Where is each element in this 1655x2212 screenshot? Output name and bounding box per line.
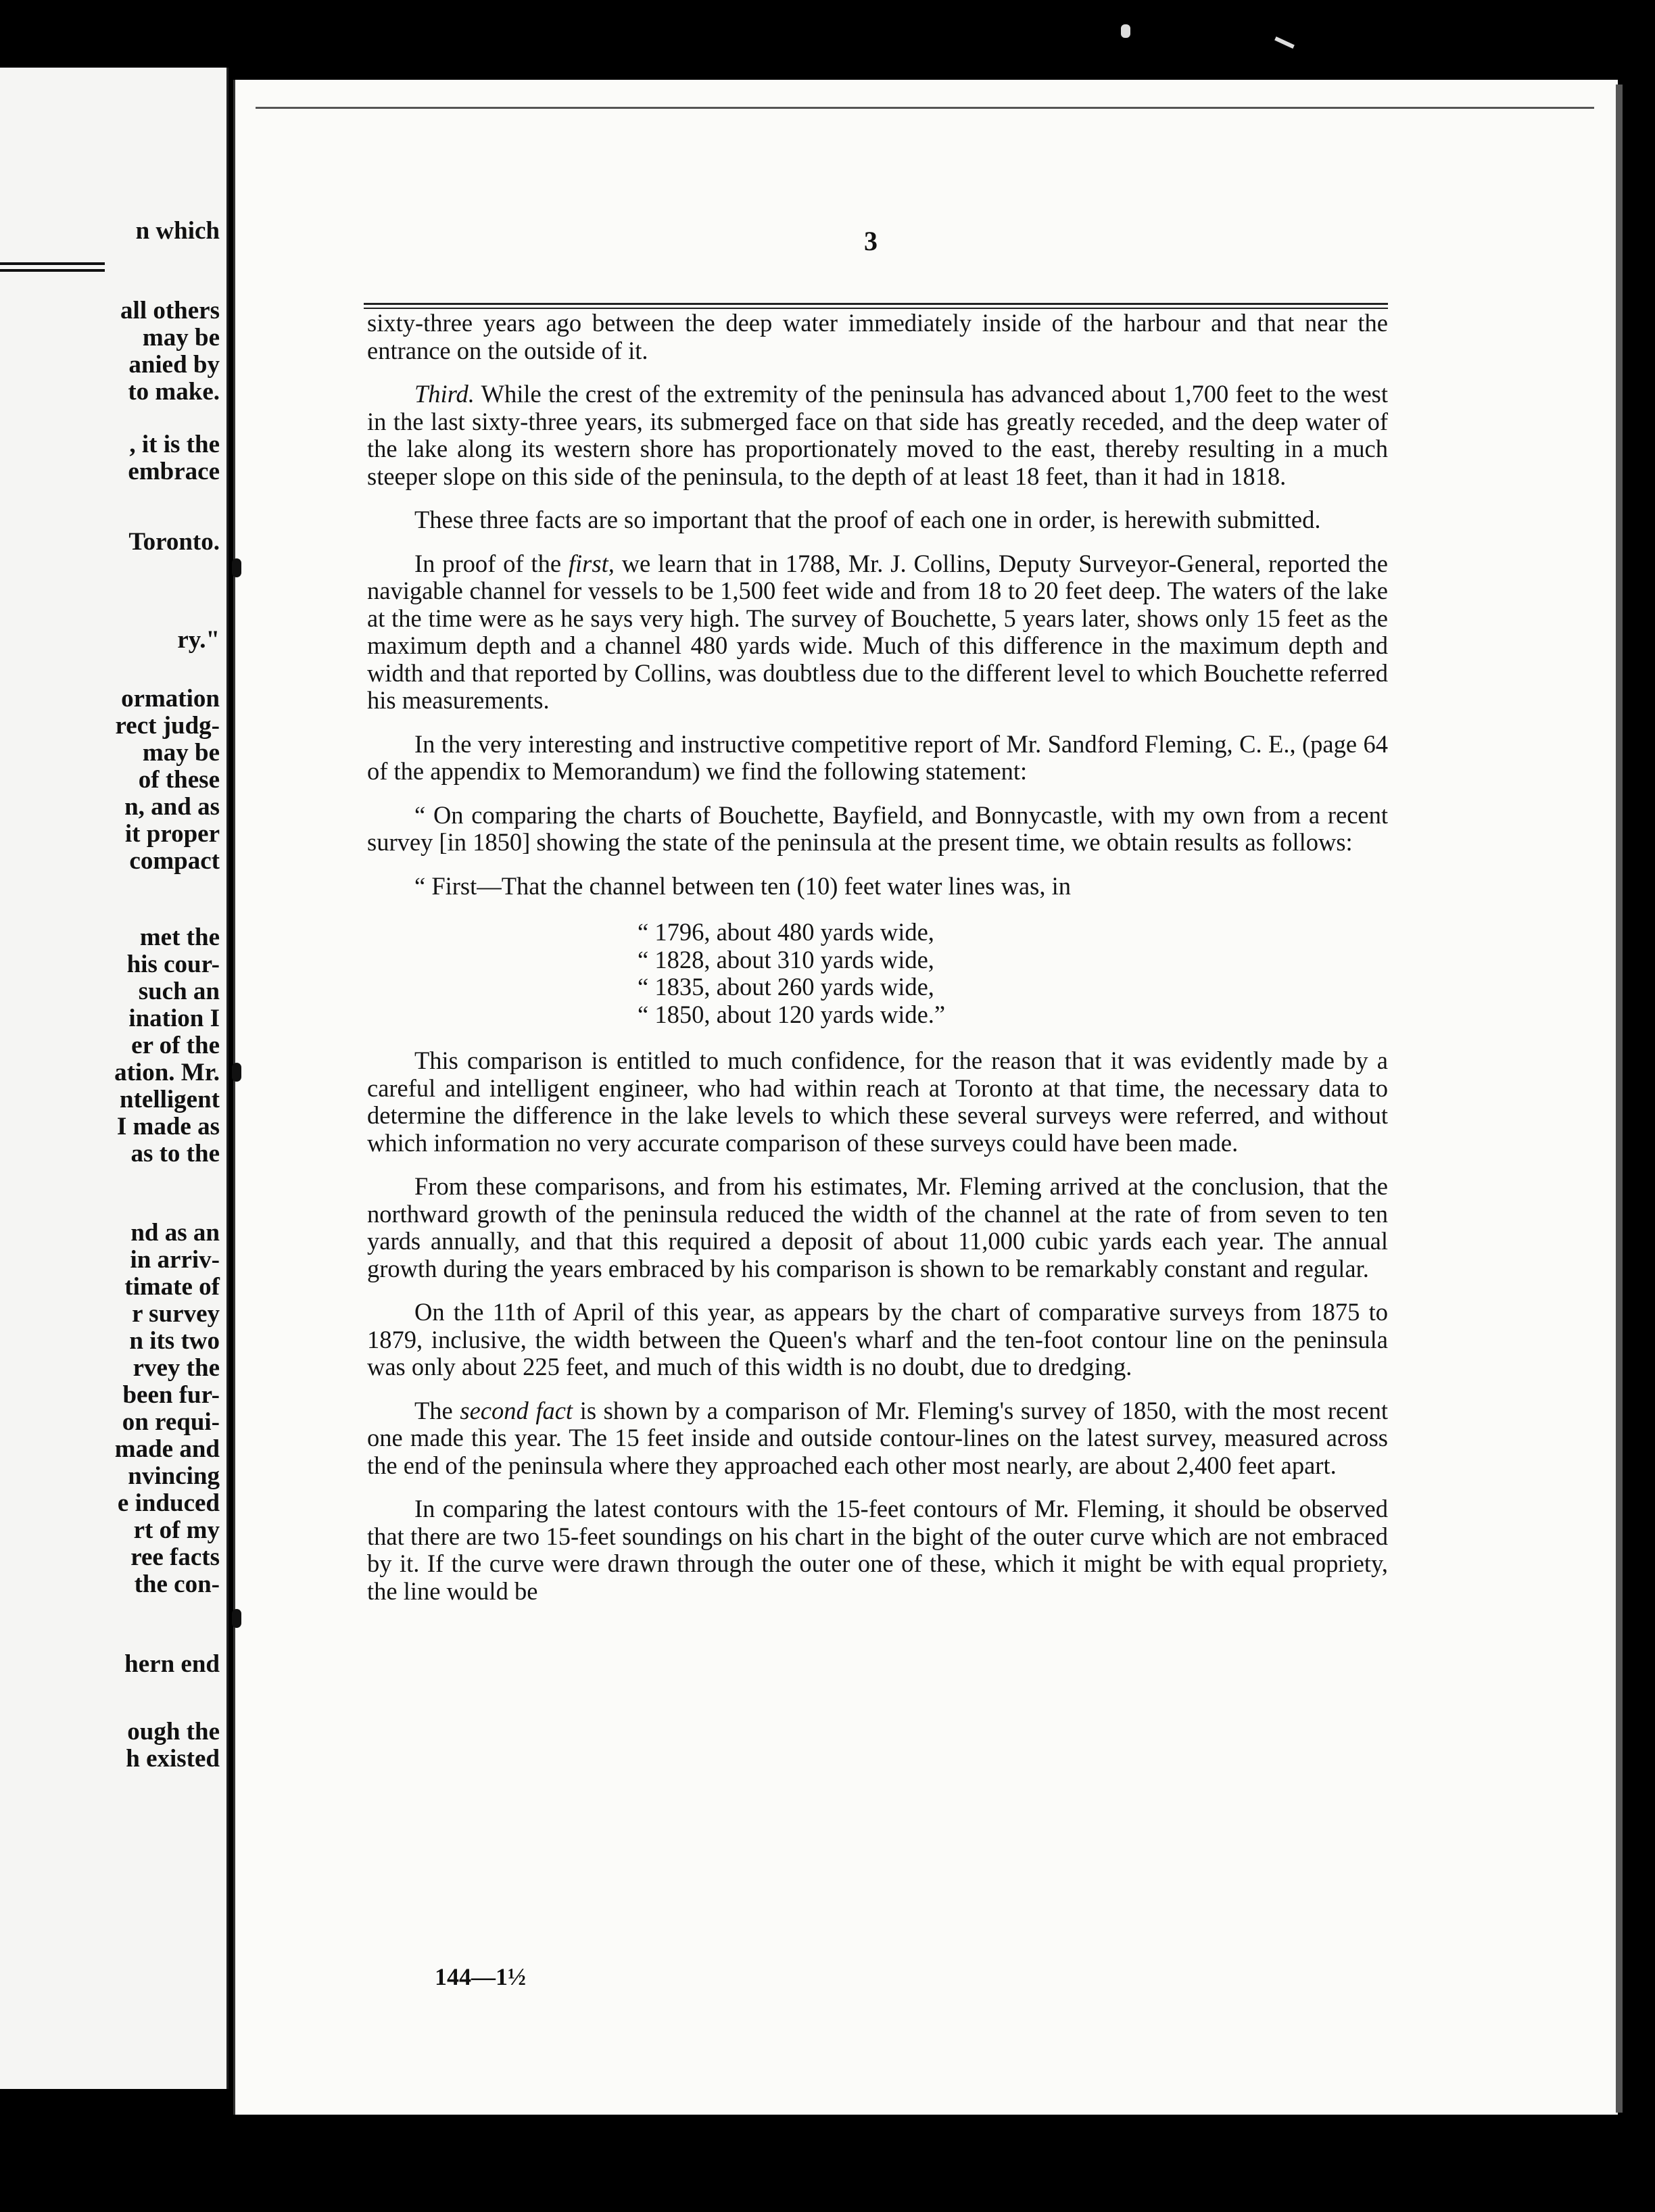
- previous-page-line: ation. Mr.: [114, 1059, 220, 1086]
- previous-page-line: compact: [129, 847, 220, 875]
- paragraph: [367, 1047, 1388, 1157]
- paragraph: [367, 802, 1388, 857]
- previous-page-line: hern end: [124, 1650, 220, 1678]
- previous-page-line: rect judg-: [115, 712, 220, 740]
- previous-page-line: timate of: [124, 1273, 220, 1301]
- paragraph-text: These three facts are so important that the proof of each one in order, is herewith submitted.: [414, 506, 1321, 533]
- header-rule: [364, 303, 1388, 305]
- paragraph-text: In comparing the latest contours with the 15-feet contours of Mr. Fleming, it should be observed that there are two 15-feet soundings on his chart in the bight of the outer curve which are not embraced by it. If the curve were drawn through the outer one of these, which it might be with equal propriety, the line would be: [367, 1495, 1388, 1605]
- paragraph: [367, 310, 1388, 364]
- previous-page-line: may be: [142, 739, 220, 767]
- previous-page-line: to make.: [128, 378, 220, 406]
- paragraph-text: we learn that in 1788, Mr. J. Collins, Deputy Surveyor-General, reported the navigable channel for vessels to be 1,500 feet wide and from 18 to 20 feet deep. The waters of the lake at the time were as he says very high. The survey of Bouchette, 5 years later, shows only 15 feet as the maximum depth and a channel 480 yards wide. Much of this difference in the maximum depth and width and that reported by Collins, was doubtless due to the different level to which Bouchette referred his measurements.: [367, 549, 1388, 714]
- previous-page-line: nd as an: [130, 1219, 220, 1247]
- binding-hole: [232, 1063, 241, 1082]
- previous-page-line: in arriv-: [130, 1246, 220, 1274]
- previous-page-line: r survey: [132, 1300, 220, 1328]
- previous-page-line: the con-: [134, 1570, 220, 1598]
- left-page-rule: [0, 262, 105, 265]
- previous-page-line: it proper: [124, 820, 220, 848]
- previous-page-line: made and: [114, 1435, 220, 1463]
- previous-page-line: ntelligent: [120, 1086, 220, 1113]
- paragraph: [367, 731, 1388, 786]
- previous-page-line: ough the: [127, 1718, 220, 1746]
- paragraph-text: On the 11th of April of this year, as appears by the chart of comparative surveys from 1875 to 1879, inclusive, the width between the Queen's wharf and the ten-foot contour line on the peninsula was only about 225 feet, and much of this width is no doubt, due to dredging.: [367, 1298, 1388, 1380]
- paragraph-text: is shown by a comparison of Mr. Fleming's survey of 1850, with the most recent one made this year. The 15 feet inside and outside contour-lines on the latest survey, measured across the end of the peninsula where they approached each other most nearly, are about 2,400 feet apart.: [367, 1396, 1389, 1479]
- scan-fleck: [1274, 37, 1295, 49]
- paragraphs-after-list: [367, 1047, 1388, 1605]
- previous-page-line: ormation: [121, 685, 220, 713]
- width-list-line: “ 1835, about 260 yards wide,: [638, 973, 934, 1001]
- page-edge-shadow: [1616, 85, 1623, 2113]
- previous-page-line: e induced: [117, 1489, 220, 1517]
- italic-emphasis: Third.: [414, 380, 475, 408]
- paragraph-text: This comparison is entitled to much confidence, for the reason that it was evidently made by a careful and intelligent engineer, who had within reach at Toronto at that time, the necessary data to determine the difference in the lake levels to which these several surveys were referred, and without which information no very accurate comparison of these surveys could have been made.: [367, 1047, 1388, 1157]
- binding-hole: [232, 558, 241, 577]
- previous-page-line: all others: [120, 297, 220, 324]
- paragraph-text: “ First—That the channel between ten (10) feet water lines was, in: [414, 871, 1071, 900]
- paragraph: [367, 1173, 1388, 1282]
- left-page-rule: [0, 269, 105, 272]
- page: [233, 80, 1618, 2115]
- previous-page-line: ry.": [177, 626, 220, 654]
- paragraph-text: While the crest of the extremity of the peninsula has advanced about 1,700 feet to the west in the last sixty-three years, its submerged face on that side has greatly receded, and the deep water of the lake along its western shore has proportionately moved to the east, thereby resulting in a much steeper slope on this side of the peninsula, to the depth of at least 18 feet, than it had in 1818.: [367, 380, 1388, 490]
- previous-page-line: of these: [138, 766, 220, 794]
- previous-page-line: Toronto.: [128, 528, 220, 556]
- paragraph-text: From these comparisons, and from his estimates, Mr. Fleming arrived at the conclusion, that the northward growth of the peninsula reduced the width of the channel at the rate of from seven to ten yards annually, and that this required a deposit of about 11,000 cubic yards each year. The annual growth during the years embraced by his comparison is shown to be remarkably constant and regular.: [367, 1172, 1388, 1282]
- previous-page-line: rt of my: [133, 1516, 220, 1544]
- binding-hole: [232, 1609, 241, 1628]
- previous-page-line: may be: [142, 324, 220, 352]
- paragraph-text: “ On comparing the charts of Bouchette, Bayfield, and Bonnycastle, with my own from a recent survey [in 1850] showing the state of the peninsula at the present time, we obtain results as follows:: [367, 800, 1388, 856]
- previous-page-line: ination I: [128, 1005, 220, 1032]
- previous-page-line: , it is the: [129, 431, 220, 458]
- page-number: 3: [864, 226, 878, 256]
- previous-page-line: h existed: [126, 1745, 220, 1773]
- scan-fleck: [1121, 24, 1130, 38]
- previous-page-line: anied by: [128, 351, 220, 379]
- width-list-line: “ 1850, about 120 yards wide.”: [638, 1000, 946, 1028]
- previous-page-line: been fur-: [122, 1381, 220, 1409]
- previous-page-line: nvincing: [128, 1462, 220, 1490]
- previous-page-line: ree facts: [130, 1543, 220, 1571]
- width-list-line: “ 1796, about 480 yards wide,: [638, 918, 934, 946]
- paragraph: [367, 550, 1388, 715]
- previous-page-line: met the: [139, 923, 220, 951]
- printer-signature: 144—1½: [435, 1963, 526, 1990]
- paragraph-lead-in: The: [414, 1396, 460, 1424]
- page-body: [367, 310, 1388, 1621]
- italic-emphasis: first,: [568, 549, 615, 577]
- previous-page-line: n its two: [129, 1327, 220, 1355]
- previous-page-line: his cour-: [126, 951, 220, 978]
- width-list: [367, 919, 1388, 1028]
- previous-page-line: on requi-: [122, 1408, 220, 1436]
- previous-page-line: I made as: [116, 1113, 220, 1140]
- paragraph: [367, 1397, 1388, 1480]
- previous-page-line: n, and as: [124, 793, 220, 821]
- previous-page-line: n which: [135, 217, 220, 245]
- paragraphs-before-list: [367, 310, 1388, 900]
- previous-page-fragment: [0, 68, 229, 2089]
- width-list-line: “ 1828, about 310 yards wide,: [638, 945, 934, 973]
- italic-emphasis: second fact: [460, 1396, 573, 1424]
- paragraph: [367, 1299, 1388, 1381]
- previous-page-line: such an: [138, 978, 220, 1005]
- previous-page-line: as to the: [130, 1140, 220, 1168]
- previous-page-line: rvey the: [133, 1354, 220, 1382]
- paragraph-text: In the very interesting and instructive competitive report of Mr. Sandford Fleming, C. E., (page 64 of the appendix to Memorandum) we find the following statement:: [367, 729, 1388, 785]
- paragraph: [367, 506, 1388, 534]
- page-top-edge: [256, 107, 1594, 109]
- paragraph-lead-in: In proof of the: [414, 549, 569, 577]
- previous-page-line: embrace: [128, 458, 220, 485]
- paragraph: [367, 381, 1388, 490]
- previous-page-line: er of the: [131, 1032, 220, 1059]
- paragraph: [367, 873, 1388, 900]
- paragraph-text: sixty-three years ago between the deep water immediately inside of the harbour and that near the entrance on the outside of it.: [367, 309, 1388, 364]
- paragraph: [367, 1495, 1388, 1605]
